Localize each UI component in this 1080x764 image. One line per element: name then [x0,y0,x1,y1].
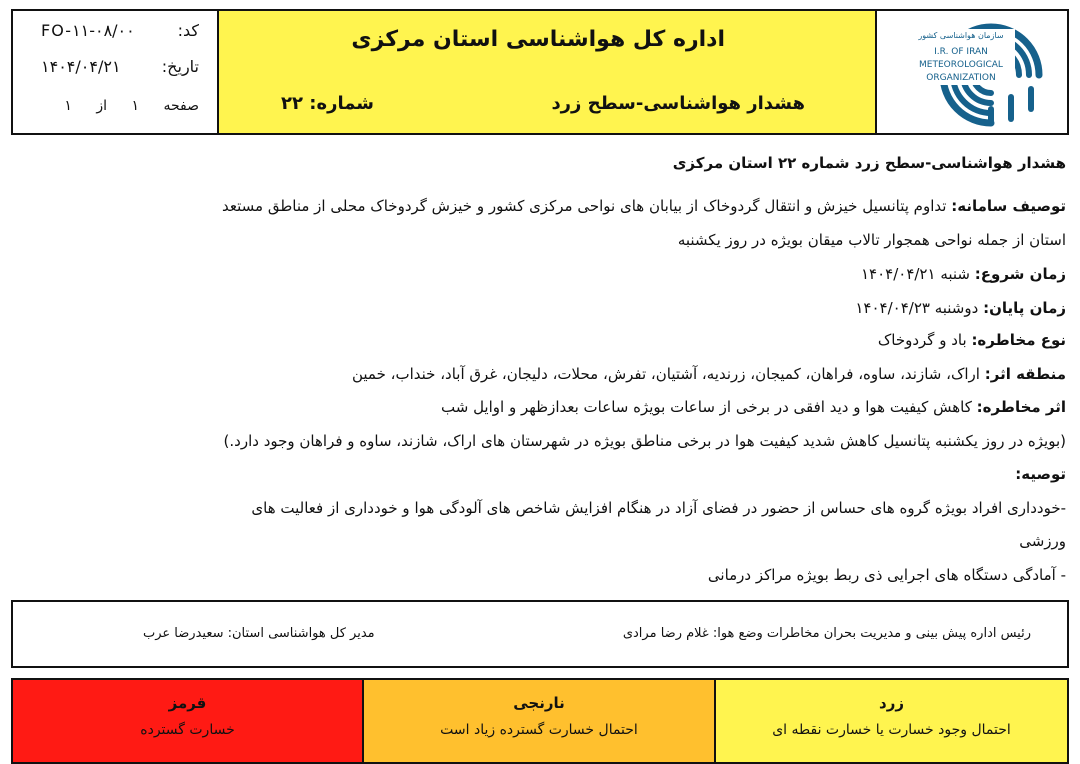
warning-heading: هشدار هواشناسی-سطح زرد شماره ۲۲ استان مرکزی [672,154,1066,172]
area-label: منطقه اثر: [984,365,1066,383]
level-orange-title: نارنجی [513,694,565,712]
document-meta-box [11,9,219,135]
end-time [14,296,1066,320]
organization-logo [891,19,1059,129]
hazard-type [14,328,1066,352]
code-value: FO-۱۱-۰۸/۰۰ [41,21,135,40]
page-row [44,98,199,114]
effect-value: کاهش کیفیت هوا و دید افقی در برخی از ساعات بویژه ساعات بعدازظهر و اوایل شب [441,398,972,416]
signatures-box [11,600,1069,668]
hazard-label: نوع مخاطره: [971,331,1066,349]
spiral-logo-icon [891,19,1059,129]
page-current: ۱ [131,98,140,114]
date-row [13,57,217,87]
logo-text-fa: سازمان هواشناسی کشور [918,31,1004,40]
logo-text-en-2: METEOROLOGICAL [919,60,1003,70]
hazard-value: باد و گردوخاک [877,331,967,349]
page-of: از [96,98,108,114]
level-yellow-desc: احتمال وجود خسارت یا خسارت نقطه ای [772,722,1011,738]
page-title: اداره کل هواشناسی استان مرکزی [351,27,725,52]
level-red-desc: خسارت گسترده [140,722,235,738]
logo-box [875,9,1069,135]
advice-item-1-cont: ورزشی [1019,532,1066,550]
area-value: اراک، شازند، ساوه، فراهان، کمیجان، زرندیه، آشتیان، تفرش، محلات، دلیجان، غرق آباد، خنداب، خمین [351,365,980,383]
affected-area [14,362,1066,386]
warning-subtitle: هشدار هواشناسی-سطح زرد [551,93,805,114]
system-text: تداوم پتانسیل خیزش و انتقال گردوخاک از بیابان های نواحی مرکزی کشور و خیزش گردوخاک محلی از مناطق مستعد [222,197,947,215]
advice-item-1: -خودداری افراد بویژه گروه های حساس از حضور در فضای آزاد در هنگام افزایش شاخص های آلودگی هوا و خودداری از فعالیت های [251,499,1066,517]
page-label: صفحه [163,98,199,114]
end-value: دوشنبه ۱۴۰۴/۰۴/۲۳ [855,299,979,317]
code-row [13,21,217,51]
effect-note: (بویژه در روز یکشنبه پتانسیل کاهش شدید کیفیت هوا در برخی مناطق بویژه در شهرستان های اراک، شازند، ساوه و فراهان وجود دارد.) [223,432,1066,450]
level-orange [362,678,714,764]
level-orange-desc: احتمال خسارت گسترده زیاد است [440,722,638,738]
advice-item-2: - آمادگی دستگاه های اجرایی ذی ربط بویژه مراکز درمانی [707,566,1066,584]
level-red [11,678,362,764]
logo-text-en-3: ORGANIZATION [926,73,996,83]
page-total: ۱ [64,98,72,114]
forecast-head-signature: رئیس اداره پیش بینی و مدیریت بحران مخاطرات وضع هوا: غلام رضا مرادی [622,626,1031,641]
level-yellow-title: زرد [879,694,904,712]
code-label: کد: [177,21,199,40]
warning-number: شماره: ۲۲ [281,93,374,114]
header-title-block [219,9,875,135]
system-label: توصیف سامانه: [951,197,1066,215]
start-time [14,262,1066,286]
hazard-effect [14,395,1066,419]
system-description [14,194,1066,218]
start-label: زمان شروع: [974,265,1066,283]
level-red-title: قرمز [168,694,207,712]
level-yellow [714,678,1069,764]
director-signature: مدیر کل هواشناسی استان: سعیدرضا عرب [143,626,375,641]
logo-text-en-1: I.R. OF IRAN [934,47,988,57]
date-label: تاریخ: [161,57,199,76]
start-value: شنبه ۱۴۰۴/۰۴/۲۱ [860,265,970,283]
advice-label: توصیه: [1015,465,1066,483]
effect-label: اثر مخاطره: [976,398,1066,416]
system-text-line-2: استان از جمله نواحی همجوار تالاب میقان بویژه در روز یکشنبه [677,231,1066,249]
end-label: زمان پایان: [983,299,1066,317]
date-value: ۱۴۰۴/۰۴/۲۱ [41,57,121,76]
